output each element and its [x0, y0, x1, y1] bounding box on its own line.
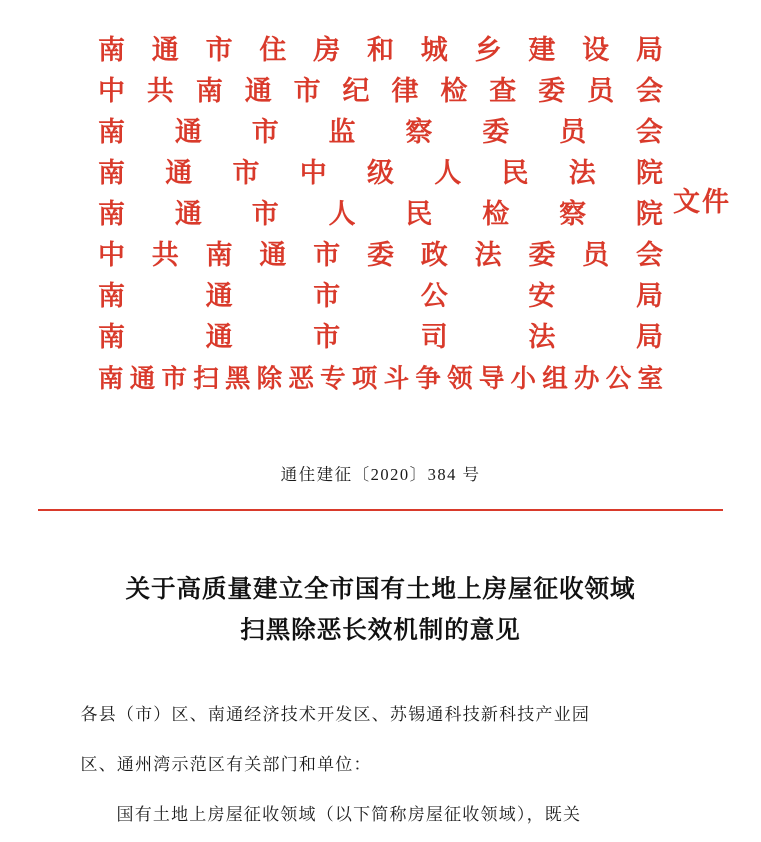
- lh-char: 员: [582, 240, 610, 270]
- lh-char: 市: [313, 281, 341, 311]
- letterhead-line-5: [98, 194, 663, 235]
- lh-char: 市: [205, 35, 233, 65]
- lh-char: 局: [635, 322, 663, 352]
- lh-char: 察: [559, 199, 587, 229]
- lh-char: 公: [420, 281, 448, 311]
- body-paragraph: 各县（市）区、南通经济技术开发区、苏锡通科技新科技产业园: [80, 705, 591, 724]
- lh-char: 市: [161, 364, 187, 393]
- letterhead-line-2: [98, 71, 663, 112]
- letterhead-line-1: [98, 30, 663, 71]
- lh-char: 会: [635, 240, 663, 270]
- lh-char: 委: [538, 76, 566, 106]
- lh-char: 南: [98, 364, 124, 393]
- lh-char: 查: [489, 76, 517, 106]
- lh-char: 黑: [224, 364, 251, 393]
- lh-char: 人: [328, 199, 356, 229]
- lh-char: 专: [320, 364, 346, 393]
- letterhead-line-8: [98, 317, 663, 358]
- lh-char: 局: [635, 281, 663, 311]
- lh-char: 中: [98, 240, 125, 270]
- lh-char: 乡: [474, 35, 502, 65]
- lh-char: 委: [482, 117, 510, 147]
- letterhead-line-3: [98, 112, 663, 153]
- page-title: [81, 569, 681, 651]
- lh-char: 共: [146, 76, 174, 106]
- lh-char: 恶: [288, 364, 314, 393]
- lh-char: 小: [510, 364, 537, 393]
- red-divider-rule: [38, 509, 723, 511]
- lh-char: 员: [587, 76, 615, 106]
- lh-char: 共: [151, 240, 179, 270]
- lh-char: 会: [635, 117, 663, 147]
- lh-char: 检: [440, 76, 468, 106]
- lh-char: 通: [151, 35, 179, 65]
- lh-char: 南: [98, 158, 125, 188]
- page-title-line-2: 扫黑除恶长效机制的意见: [240, 617, 521, 644]
- lh-char: 和: [366, 35, 394, 65]
- lh-char: 办: [574, 364, 600, 393]
- lh-char: 员: [559, 117, 587, 147]
- lh-char: 安: [528, 281, 556, 311]
- lh-char: 南: [98, 117, 125, 147]
- lh-char: 项: [351, 364, 378, 393]
- lh-char: 级: [367, 158, 394, 188]
- letterhead-line-9: [98, 358, 663, 399]
- letterhead-line-4: [98, 153, 663, 194]
- lh-char: 南: [98, 322, 125, 352]
- lh-char: 会: [635, 76, 663, 106]
- body-paragraph: 国有土地上房屋征收领域（以下简称房屋征收领域），既关: [116, 805, 582, 824]
- lh-char: 领: [447, 364, 473, 393]
- lh-char: 法: [474, 240, 502, 270]
- lh-char: 院: [636, 158, 663, 188]
- lh-char: 通: [205, 322, 233, 352]
- lh-char: 城: [420, 35, 448, 65]
- letterhead-line-6: [98, 235, 663, 276]
- lh-char: 法: [528, 322, 556, 352]
- lh-char: 民: [501, 158, 529, 188]
- lh-char: 院: [635, 199, 663, 229]
- letterhead: [0, 0, 761, 399]
- lh-char: 律: [391, 76, 419, 106]
- lh-char: 南: [98, 281, 125, 311]
- letterhead-line-7: [98, 276, 663, 317]
- lh-char: 室: [637, 364, 663, 393]
- lh-char: 住: [259, 35, 287, 65]
- document-badge: 文件: [673, 187, 731, 217]
- lh-char: 通: [165, 158, 193, 188]
- lh-char: 设: [582, 35, 610, 65]
- lh-char: 政: [420, 240, 448, 270]
- lh-char: 扫: [193, 364, 219, 393]
- lh-char: 组: [542, 364, 568, 393]
- lh-char: 局: [635, 35, 663, 65]
- lh-char: 法: [568, 158, 596, 188]
- document-number: 通住建征〔2020〕384 号: [280, 465, 481, 484]
- lh-char: 司: [420, 322, 448, 352]
- lh-char: 市: [313, 240, 341, 270]
- lh-char: 市: [251, 199, 279, 229]
- lh-char: 中: [98, 76, 125, 106]
- lh-char: 通: [174, 199, 202, 229]
- lh-char: 南: [195, 76, 223, 106]
- page-title-line-1: 关于高质量建立全市国有土地上房屋征收领域: [125, 576, 636, 603]
- lh-char: 市: [232, 158, 260, 188]
- lh-char: 南: [98, 35, 125, 65]
- lh-char: 民: [405, 199, 433, 229]
- lh-char: 检: [482, 199, 510, 229]
- lh-char: 通: [174, 117, 202, 147]
- document-body: [81, 695, 681, 835]
- lh-char: 争: [415, 364, 441, 393]
- lh-char: 中: [299, 158, 327, 188]
- lh-char: 察: [405, 117, 433, 147]
- lh-char: 通: [205, 281, 233, 311]
- body-paragraph: 区、通州湾示范区有关部门和单位：: [80, 755, 372, 774]
- lh-char: 市: [293, 76, 321, 106]
- lh-char: 委: [366, 240, 394, 270]
- lh-char: 委: [528, 240, 556, 270]
- lh-char: 南: [98, 199, 125, 229]
- lh-char: 建: [528, 35, 556, 65]
- letterhead-lines: [98, 30, 663, 399]
- lh-char: 人: [434, 158, 462, 188]
- lh-char: 市: [251, 117, 279, 147]
- lh-char: 房: [313, 35, 341, 65]
- lh-char: 导: [478, 364, 505, 393]
- lh-char: 纪: [342, 76, 370, 106]
- lh-char: 除: [256, 364, 283, 393]
- lh-char: 公: [605, 364, 632, 393]
- lh-char: 市: [313, 322, 341, 352]
- lh-char: 南: [205, 240, 233, 270]
- lh-char: 监: [328, 117, 356, 147]
- lh-char: 通: [259, 240, 287, 270]
- lh-char: 斗: [383, 364, 410, 393]
- lh-char: 通: [129, 364, 156, 393]
- lh-char: 通: [244, 76, 272, 106]
